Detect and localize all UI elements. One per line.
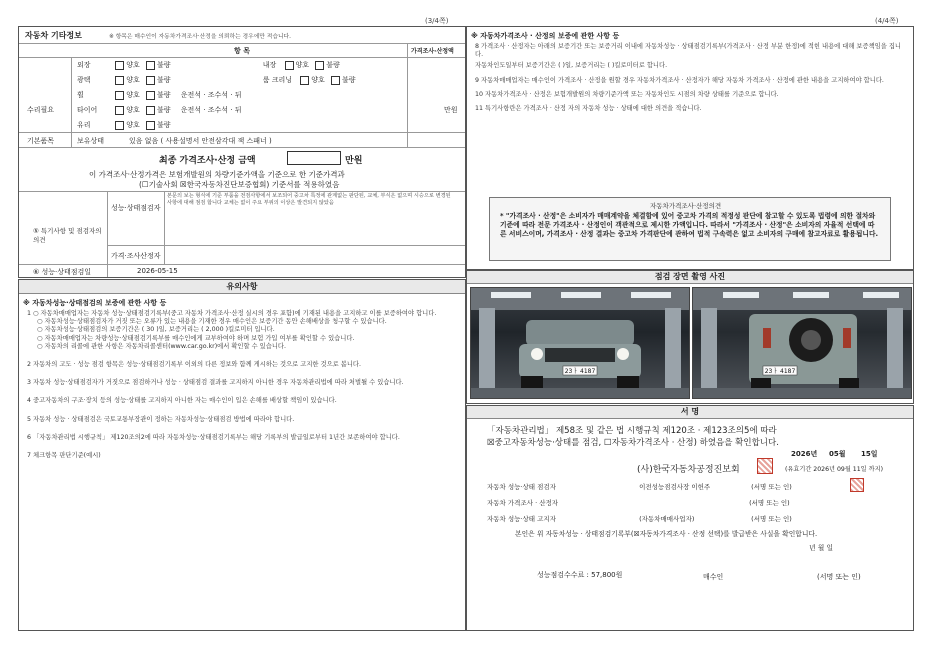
notice-item: 5 자동차 성능 · 상태점검은 국토교통부장관이 정하는 자동차성능·상태점검 방법에 따라야 합니다.	[27, 415, 295, 423]
org-stamp	[757, 458, 773, 474]
disclaimer-box	[489, 197, 891, 261]
price-notice-item: 8 가격조사 · 산정자는 아래의 보증기간 또는 보증거리 이내에 자동차성능 · 상태점검기록부(가격조사 · 산정 부분 한정)에 적힌 내용에 대해 보증책임을 집니다.	[475, 43, 902, 59]
etc-info-panel	[18, 26, 466, 278]
checkbox-good[interactable]	[115, 91, 124, 100]
plate-text-rear: 23ㅏ 4187	[764, 368, 796, 375]
signature-title: 서 명	[467, 406, 913, 419]
sign-date-year: 2026년	[791, 450, 818, 458]
checkbox-good[interactable]	[115, 76, 124, 85]
notice-heading: ※ 자동차성능·상태점검의 보증에 관한 사항 등	[23, 299, 167, 307]
price-notice-item: 10 자동차가격조사 · 산정은 보험개발원의 차량기준가액 또는 자동차인도 시점의 차량 상태를 기준으로 합니다.	[475, 90, 779, 98]
receipt-text: 본인은 위 자동차성능 · 상태점검기록부(☒자동차가격조사 · 산정 선택)를 발급받은 사실을 확인합니다.	[515, 530, 818, 538]
buyer-sign: (서명 또는 인)	[817, 573, 861, 581]
etc-note: ※ 항목은 매수인이 자동차가격조사·산정을 의뢰하는 경우에만 적습니다.	[109, 34, 291, 40]
basic-items: 있음 없음 ( 사용설명서 안전삼각대 잭 스패너 )	[129, 137, 272, 145]
price-notice-item: 9 자동차매매업자는 매수인이 가격조사 · 산정을 원할 경우 자동차가격조사 · 산정자가 해당 자동차 가격조사 · 산정에 관한 내용을 고지하여야 합니다.	[475, 76, 884, 84]
checkbox-good[interactable]	[115, 106, 124, 115]
checkbox-bad[interactable]	[146, 76, 155, 85]
special-label: ⑤ 특기사항 및 점검자의 의견	[33, 227, 102, 244]
checkbox-good[interactable]	[115, 61, 124, 70]
page-number-left: (3/4쪽)	[425, 17, 449, 25]
photo-panel	[466, 270, 914, 404]
price-notice-panel	[466, 26, 914, 270]
sign-org: (사)한국자동차공정진보회	[637, 465, 740, 475]
page-number-right: (4/4쪽)	[875, 17, 899, 25]
price-notice-item: 자동차인도일부터 보증기간은 ( )일, 보증거리는 ( )킬로미터로 합니다.	[475, 62, 668, 70]
signer-row-1: 자동차 성능·상태 점검자 이전성능점검사장 이헌주 (서명 또는 인)	[487, 483, 792, 491]
signature-panel	[466, 405, 914, 631]
notice-item: 2 자동차의 고도 · 성능 점검 항목은 성능·상태점검기록부 이외의 다른 정보와 함께 게시하는 것으로 고지한 것으로 봅니다.	[27, 361, 362, 369]
checkbox-bad[interactable]	[315, 61, 324, 70]
basis-line: 이 가격조사·산정가격은 보험개발원의 차량기준가액을 기준으로 한 기준가격과	[89, 170, 345, 179]
inspection-fee: 성능점검수수료 : 57,800원	[537, 571, 623, 579]
price-notice-body	[475, 43, 907, 113]
checkbox-good[interactable]	[115, 121, 124, 130]
special-sub-2: 가격·조사산정자	[111, 252, 161, 260]
price-notice-item: 11 특기사항란은 가격조사 · 산정 자의 자동차 성능 · 상태에 대한 의견을 적습니다.	[475, 105, 702, 113]
inspection-date-label: ⑥ 성능·상태점검일	[33, 268, 92, 276]
disclaimer-text: * "가격조사 · 산정"은 소비자가 매매계약을 체결함에 있어 중고차 가격의 적정성 판단에 참고할 수 있도록 법령에 의한 절차와 기준에 따라 전문 가격조사 · 산정인이 객관적으로 제시한 가액입니다. 따라서 "가격조사 · 산정"은 소비자의 자율적 선택에 따른 서비스이며, 가격조사 · 산정 결과는 중고차 가격판단에 관하여 법적 구속력은 없고 소비자의 구매에 참고자료로 활용됩니다.	[500, 212, 879, 238]
notice-title: 유의사항	[19, 280, 465, 294]
repair-group-label: 수리필요	[27, 106, 55, 114]
checkbox-bad[interactable]	[146, 106, 155, 115]
repair-row-2: 광택 양호 불량 룸 크리닝 양호 불량	[77, 76, 356, 84]
disclaimer-title: 자동차가격조사·산정의견	[650, 202, 722, 210]
signature-law: 「자동차관리법」 제58조 및 같은 법 시행규칙 제120조 · 제123조의5에 따라	[487, 426, 777, 436]
final-price-unit: 만원	[345, 156, 363, 166]
notice-panel	[18, 279, 466, 631]
notice-item: ○ 자동차매매업자는 차량성능·상태점검기록부를 매수인에게 교부하여야 하며 보험 가입 여부를 확인할 수 있습니다.	[37, 334, 355, 342]
final-price-label: 최종 가격조사·산정 금액	[159, 156, 256, 166]
notice-item: ○ 자동차의 리콜에 관한 사항은 자동차리콜센터(www.car.go.kr)에서 확인할 수 있습니다.	[37, 342, 287, 350]
photo-title: 점검 장면 촬영 사진	[467, 271, 913, 284]
notice-item: 4 중고자동차의 구조·장치 등의 성능·상태를 고지하지 아니한 자는 매수인이 입은 손해를 배상할 책임이 있습니다.	[27, 397, 337, 405]
repair-row-5: 유리 양호 불량	[77, 121, 171, 129]
col-item-header: 항 목	[234, 47, 250, 55]
signer-row-3: 자동차 성능·상태 고지자 (자동차매매사업자) (서명 또는 인)	[487, 515, 792, 523]
sign-date-month: 05월	[829, 450, 846, 458]
signature-check: ☒중고자동차성능·상태를 점검, ☐자동차가격조사 · 산정) 하였음을 확인합니다.	[487, 438, 779, 448]
final-price-input[interactable]	[287, 151, 341, 165]
inspection-date-value: 2026-05-15	[137, 267, 178, 275]
signer-stamp	[850, 478, 864, 492]
inspection-photo-front	[470, 287, 690, 399]
repair-row-4: 타이어 양호 불량 운전석 · 조수석 · 뒤	[77, 106, 242, 114]
price-unit: 만원	[444, 106, 458, 114]
basis-line-2: (☐기술사회 ☒한국자동차진단보증협회) 기준서를 적용하였음	[139, 180, 340, 189]
checkbox-good[interactable]	[300, 76, 309, 85]
checkbox-bad[interactable]	[146, 121, 155, 130]
plate-text-front: 23ㅏ 4187	[564, 368, 596, 375]
checkbox-good[interactable]	[285, 61, 294, 70]
sign-validity: (유효기간 2026년 09월 11일 까지)	[785, 466, 883, 473]
buyer-label: 매수인	[703, 573, 724, 581]
receipt-date: 년 월 일	[809, 544, 834, 552]
basic-label: 기본품목	[27, 137, 55, 145]
etc-title: 자동차 기타정보	[25, 31, 82, 40]
notice-item: 7 체크항목 판단기준(예시)	[27, 452, 101, 460]
basic-sub: 보유상태	[77, 137, 105, 145]
checkbox-bad[interactable]	[146, 91, 155, 100]
special-text: 본문의 보는 형식에 기준 부품을 전검사항에서 보조되어 중고차 특정에 관계없는 판단된, 교체, 부식은 없으며 시승으로 변경된 사항에 대해 점검 합니다 교체는 없이 주요 부위의 이상은 발견되지 않았음	[167, 193, 451, 206]
notice-body	[27, 310, 459, 460]
notice-item: 1 ○ 자동차매매업자는 자동차 성능·상태점검기록부(중고 자동차 가격조사·산정 실시의 경우 포함)에 기재된 내용을 고지하고 이를 보증하여야 합니다.	[27, 310, 437, 317]
notice-item: ○ 자동차성능·상태점검의 보증기간은 ( 30 )일, 보증거리는 ( 2,000 )킬로미터 입니다.	[37, 326, 275, 334]
signer-row-2: 자동차 가격조사 · 산정자 (서명 또는 인)	[487, 499, 790, 507]
repair-row-1: 외장 양호 불량 내장 양호 불량	[77, 61, 340, 69]
notice-item: 6 「자동차관리법 시행규칙」 제120조의2에 따라 자동차성능·상태점검기록부는 해당 기록부의 발급일로부터 1년간 보존하여야 합니다.	[27, 433, 400, 441]
price-notice-heading: ※ 자동차가격조사 · 산정의 보증에 관한 사항 등	[471, 32, 620, 40]
checkbox-bad[interactable]	[146, 61, 155, 70]
sign-date-day: 15일	[861, 450, 878, 458]
checkbox-bad[interactable]	[331, 76, 340, 85]
special-sub-1: 성능·상태점검자	[111, 204, 161, 212]
repair-row-3: 휠 양호 불량 운전석 · 조수석 · 뒤	[77, 91, 242, 99]
inspection-photo-rear	[692, 287, 912, 399]
notice-item: 3 자동차 성능·상태점검자가 거짓으로 점검하거나 성능 · 상태점검 결과를 고지하지 아니한 경우 자동차관리법에 따라 처벌될 수 있습니다.	[27, 379, 404, 387]
notice-item: ○ 자동차성능·상태점검자가 거짓 또는 오류가 있는 내용을 기재한 경우 매수인은 보증기간 동안 손해배상을 청구할 수 있습니다.	[37, 318, 387, 326]
col-price-header: 가격조사·산정액	[411, 48, 454, 55]
